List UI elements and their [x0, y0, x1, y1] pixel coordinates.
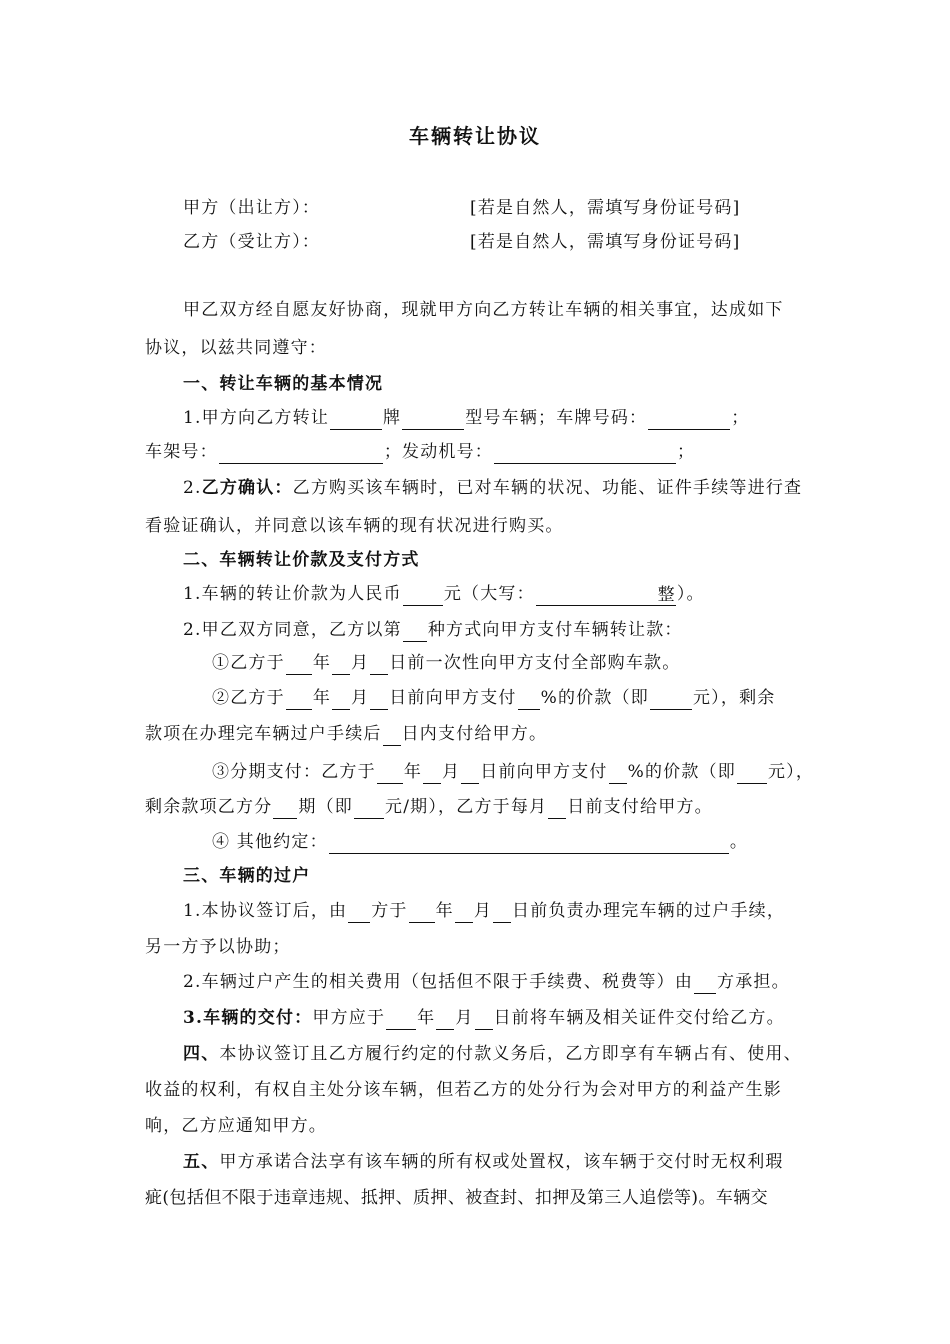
blank-model[interactable] [402, 410, 464, 430]
sec1-item-2-line-2: 看验证确认，并同意以该车辆的现有状况进行购买。 [145, 516, 564, 536]
year-char: 年 [435, 901, 454, 921]
sec2-payment-method [0, 618, 950, 642]
year-char: 年 [417, 1008, 436, 1028]
sec2-option-2-line-2 [0, 722, 950, 746]
year-char: 年 [312, 688, 332, 708]
opt2-text-2: 日前向甲方支付 [389, 688, 517, 708]
sec1-item-2 [0, 476, 950, 500]
blank-month[interactable] [455, 903, 473, 923]
opt4-end: 。 [729, 832, 749, 852]
blank-year[interactable] [377, 764, 403, 784]
intro-line-1: 甲乙双方经自愿友好协商，现就甲方向乙方转让车辆的相关事宜，达成如下 [183, 300, 784, 320]
opt3-text-4: 元）， [767, 762, 815, 782]
opt2-line2-text: 款项在办理完车辆过户手续后 [145, 724, 382, 744]
month-char: 月 [473, 901, 493, 921]
blank-price-capital[interactable] [536, 586, 676, 606]
sec5-text: 甲方承诺合法享有该车辆的所有权或处置权，该车辆于交付时无权利瑕 [219, 1152, 784, 1172]
opt2-line2-text-2: 日内支付给甲方。 [401, 724, 548, 744]
party-a-label: 甲方（出让方）： [183, 198, 321, 218]
sec3-item-1-line-2: 另一方予以协助； [145, 937, 291, 957]
page-title: 车辆转让协议 [409, 124, 541, 148]
blank-method-number[interactable] [403, 622, 427, 642]
sec2-option-2 [0, 686, 950, 710]
blank-frame-number[interactable] [219, 444, 383, 464]
blank-amount[interactable] [650, 690, 692, 710]
blank-month[interactable] [423, 764, 441, 784]
sec3-item2-text-2: 方承担。 [717, 972, 790, 992]
section-2-heading: 二、车辆转让价款及支付方式 [183, 550, 420, 570]
item3-text-2: 日前将车辆及相关证件交付给乙方。 [493, 1008, 785, 1028]
sec2-option-1 [0, 651, 950, 675]
brand-char: 牌 [383, 408, 402, 428]
sec2-option-3 [0, 760, 950, 784]
section-1-heading: 一、转让车辆的基本情况 [183, 374, 384, 394]
blank-monthly-day[interactable] [548, 799, 566, 819]
blank-other-agreement[interactable] [329, 834, 729, 854]
frame-label: 车架号： [145, 442, 218, 462]
blank-month[interactable] [332, 690, 350, 710]
engine-label: ；发动机号： [383, 442, 494, 462]
semicolon: ； [677, 442, 696, 462]
price-text: 1.车辆的转让价款为人民币 [183, 584, 402, 604]
blank-brand[interactable] [330, 410, 382, 430]
intro-line-2: 协议，以兹共同遵守： [145, 338, 327, 358]
sec4-number: 四、 [183, 1044, 220, 1064]
opt3-line2-text: 剩余款项乙方分 [145, 797, 273, 817]
blank-year[interactable] [386, 1010, 416, 1030]
sec3-item2-text: 2.车辆过户产生的相关费用（包括但不限于手续费、税费等）由 [183, 972, 694, 992]
item3-bold-label: 3.车辆的交付： [183, 1008, 313, 1028]
blank-amount[interactable] [737, 764, 767, 784]
sec1-frame-engine [0, 440, 950, 464]
sec3-item1-text: 1.本协议签订后，由 [183, 901, 348, 921]
sec4-line-2: 收益的权利，有权自主处分该车辆，但若乙方的处分行为会对甲方的利益产生影 [145, 1080, 782, 1100]
pay-text: 2.甲乙双方同意，乙方以第 [183, 620, 402, 640]
sec1-item1-text: 1.甲方向乙方转让 [183, 408, 330, 428]
party-b-label: 乙方（受让方）： [183, 232, 321, 252]
zheng-char: 整 [657, 585, 676, 605]
sec4-line-1 [0, 1042, 950, 1066]
opt3-line2-text-2: 期（即 [298, 797, 354, 817]
price-end: ）。 [676, 584, 705, 604]
opt3-text-2: 日前向甲方支付 [480, 762, 608, 782]
blank-day[interactable] [493, 903, 511, 923]
month-char: 月 [442, 762, 461, 782]
blank-party[interactable] [348, 903, 370, 923]
sec4-line-3: 响，乙方应通知甲方。 [145, 1116, 327, 1136]
blank-day[interactable] [461, 764, 479, 784]
blank-party[interactable] [694, 974, 716, 994]
blank-month[interactable] [332, 655, 350, 675]
month-char: 月 [351, 688, 370, 708]
opt3-line2-text-4: 日前支付给甲方。 [567, 797, 713, 817]
blank-percent[interactable] [518, 690, 540, 710]
sec3-item-2 [0, 970, 950, 994]
blank-day[interactable] [370, 690, 388, 710]
sec2-option-4 [0, 830, 950, 854]
section-3-heading: 三、车辆的过户 [183, 866, 311, 886]
item-num: 2. [183, 478, 202, 498]
blank-month[interactable] [436, 1010, 454, 1030]
opt3-text: ③分期支付：乙方于 [212, 762, 376, 782]
sec3-item1-text-3: 日前负责办理完车辆的过户手续， [512, 901, 786, 921]
sec1-item-1 [0, 406, 950, 430]
blank-periods[interactable] [273, 799, 297, 819]
opt3-text-3: %的价款（即 [627, 762, 736, 782]
item2-bold-label: 乙方确认： [201, 478, 293, 498]
semicolon: ； [731, 408, 750, 428]
party-b-hint: [若是自然人，需填写身份证号码] [470, 232, 741, 252]
blank-day[interactable] [370, 655, 388, 675]
blank-year[interactable] [286, 655, 312, 675]
sec4-text: 本协议签订且乙方履行约定的付款义务后，乙方即享有车辆占有、使用、 [219, 1044, 802, 1064]
opt1-text-2: 日前一次性向甲方支付全部购车款。 [389, 653, 681, 673]
item2-text: 乙方购买该车辆时，已对车辆的状况、功能、证件手续等进行查 [292, 478, 803, 498]
month-char: 月 [455, 1008, 474, 1028]
price-capital-label: 元（大写： [443, 584, 535, 604]
sec5-line-1 [0, 1150, 950, 1174]
blank-price[interactable] [403, 586, 443, 606]
blank-percent[interactable] [609, 764, 627, 784]
blank-year[interactable] [409, 903, 435, 923]
opt2-text: ②乙方于 [212, 688, 285, 708]
year-char: 年 [403, 762, 423, 782]
blank-year[interactable] [286, 690, 312, 710]
opt4-text: ④ 其他约定： [212, 832, 328, 852]
opt2-text-3: %的价款（即 [540, 688, 649, 708]
blank-day[interactable] [475, 1010, 493, 1030]
sec2-option-3-line-2 [0, 795, 950, 819]
sec1-item1-plate-label: 型号车辆；车牌号码： [465, 408, 648, 428]
party-a-hint: [若是自然人，需填写身份证号码] [470, 198, 741, 218]
sec3-item-3 [0, 1006, 950, 1030]
item3-text: 甲方应于 [312, 1008, 386, 1028]
blank-plate-number[interactable] [648, 410, 730, 430]
month-char: 月 [351, 653, 370, 673]
year-char: 年 [312, 653, 332, 673]
blank-engine-number[interactable] [494, 444, 676, 464]
opt3-line2-text-3: 元/期），乙方于每月 [385, 797, 548, 817]
sec3-item1-text-2: 方于 [371, 901, 408, 921]
sec2-price [0, 582, 950, 606]
sec5-line-2: 疵(包括但不限于违章违规、抵押、质押、被查封、扣押及第三人追偿等)。车辆交 [145, 1188, 769, 1208]
blank-days[interactable] [383, 726, 401, 746]
blank-amount-per-period[interactable] [354, 799, 384, 819]
sec5-number: 五、 [183, 1152, 220, 1172]
opt2-text-4: 元），剩余 [692, 688, 776, 708]
opt1-text: ①乙方于 [212, 653, 285, 673]
pay-text-2: 种方式向甲方支付车辆转让款： [427, 620, 683, 640]
sec3-item-1 [0, 899, 950, 923]
